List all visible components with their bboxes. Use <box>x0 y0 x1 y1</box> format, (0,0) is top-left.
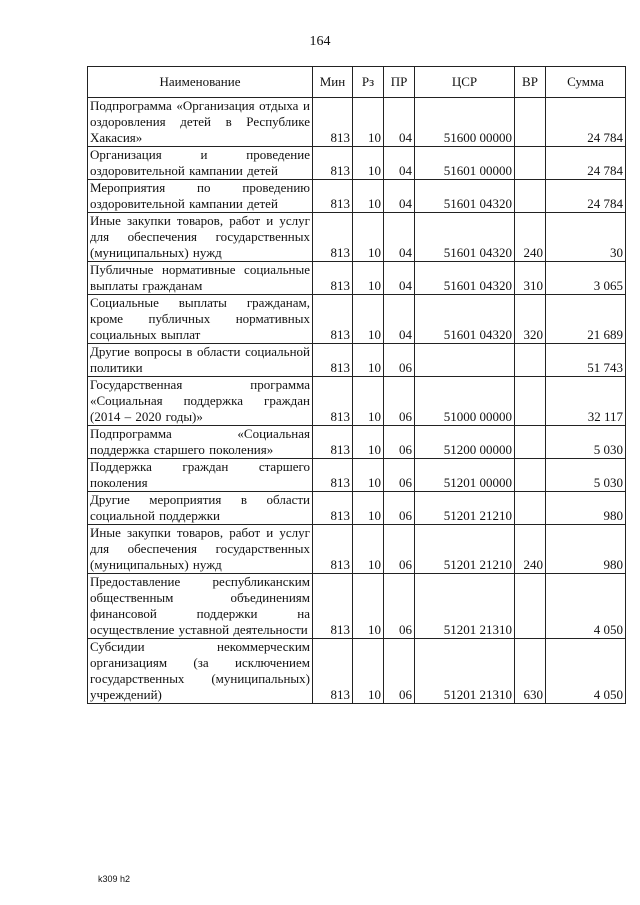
cell-vr <box>515 344 546 377</box>
cell-sum: 24 784 <box>546 180 626 213</box>
cell-sum: 5 030 <box>546 459 626 492</box>
header-row <box>88 67 626 98</box>
cell-vr <box>515 147 546 180</box>
cell-sum: 980 <box>546 492 626 525</box>
cell-csr: 51601 00000 <box>415 147 515 180</box>
cell-rz: 10 <box>353 262 384 295</box>
table-row <box>88 639 626 704</box>
cell-min: 813 <box>313 459 353 492</box>
cell-pr: 04 <box>384 262 415 295</box>
cell-pr: 06 <box>384 639 415 704</box>
cell-pr: 04 <box>384 147 415 180</box>
cell-vr: 240 <box>515 525 546 574</box>
cell-min: 813 <box>313 213 353 262</box>
cell-rz: 10 <box>353 426 384 459</box>
table-row <box>88 98 626 147</box>
cell-sum: 51 743 <box>546 344 626 377</box>
column-header-csr: ЦСР <box>415 67 515 98</box>
cell-sum: 3 065 <box>546 262 626 295</box>
cell-csr: 51201 00000 <box>415 459 515 492</box>
cell-min: 813 <box>313 98 353 147</box>
cell-name: Субсидии некоммерческим организациям (за исключением государственных (муниципальных) учреждений) <box>88 639 313 704</box>
cell-csr: 51000 00000 <box>415 377 515 426</box>
cell-vr: 310 <box>515 262 546 295</box>
cell-rz: 10 <box>353 180 384 213</box>
cell-min: 813 <box>313 262 353 295</box>
budget-table <box>87 66 626 704</box>
table-row <box>88 180 626 213</box>
cell-name: Подпрограмма «Социальная поддержка старшего поколения» <box>88 426 313 459</box>
cell-pr: 04 <box>384 98 415 147</box>
cell-min: 813 <box>313 639 353 704</box>
cell-rz: 10 <box>353 213 384 262</box>
cell-csr <box>415 344 515 377</box>
cell-pr: 06 <box>384 426 415 459</box>
page-number: 164 <box>309 34 331 49</box>
cell-name: Другие вопросы в области социальной политики <box>88 344 313 377</box>
cell-pr: 06 <box>384 459 415 492</box>
cell-name: Публичные нормативные социальные выплаты гражданам <box>88 262 313 295</box>
cell-name: Социальные выплаты гражданам, кроме публичных нормативных социальных выплат <box>88 295 313 344</box>
column-header-name: Наименование <box>88 67 313 98</box>
cell-pr: 06 <box>384 492 415 525</box>
cell-rz: 10 <box>353 639 384 704</box>
cell-name: Поддержка граждан старшего поколения <box>88 459 313 492</box>
cell-pr: 04 <box>384 180 415 213</box>
cell-csr: 51201 21210 <box>415 525 515 574</box>
cell-csr: 51201 21310 <box>415 639 515 704</box>
cell-csr: 51601 04320 <box>415 180 515 213</box>
table-row <box>88 213 626 262</box>
cell-pr: 06 <box>384 377 415 426</box>
column-header-pr: ПР <box>384 67 415 98</box>
cell-sum: 4 050 <box>546 574 626 639</box>
cell-rz: 10 <box>353 98 384 147</box>
cell-sum: 24 784 <box>546 147 626 180</box>
cell-rz: 10 <box>353 492 384 525</box>
cell-min: 813 <box>313 426 353 459</box>
cell-rz: 10 <box>353 377 384 426</box>
cell-name: Иные закупки товаров, работ и услуг для обеспечения государственных (муниципальных) нужд <box>88 525 313 574</box>
cell-min: 813 <box>313 295 353 344</box>
table-row <box>88 377 626 426</box>
table-row <box>88 344 626 377</box>
cell-vr <box>515 459 546 492</box>
cell-vr <box>515 492 546 525</box>
cell-min: 813 <box>313 377 353 426</box>
cell-csr: 51600 00000 <box>415 98 515 147</box>
column-header-vr: ВР <box>515 67 546 98</box>
cell-sum: 5 030 <box>546 426 626 459</box>
cell-pr: 04 <box>384 295 415 344</box>
cell-csr: 51200 00000 <box>415 426 515 459</box>
cell-vr <box>515 377 546 426</box>
cell-pr: 06 <box>384 344 415 377</box>
table-row <box>88 295 626 344</box>
footer-code: k309 h2 <box>98 874 131 884</box>
cell-name: Государственная программа «Социальная поддержка граждан (2014 – 2020 годы)» <box>88 377 313 426</box>
cell-min: 813 <box>313 525 353 574</box>
cell-sum: 30 <box>546 213 626 262</box>
cell-vr <box>515 426 546 459</box>
cell-name: Подпрограмма «Организация отдыха и оздоровления детей в Республике Хакасия» <box>88 98 313 147</box>
cell-vr: 630 <box>515 639 546 704</box>
cell-csr: 51601 04320 <box>415 262 515 295</box>
cell-name: Иные закупки товаров, работ и услуг для обеспечения государственных (муниципальных) нужд <box>88 213 313 262</box>
column-header-rz: Рз <box>353 67 384 98</box>
cell-csr: 51201 21310 <box>415 574 515 639</box>
cell-csr: 51201 21210 <box>415 492 515 525</box>
cell-rz: 10 <box>353 459 384 492</box>
cell-min: 813 <box>313 180 353 213</box>
cell-pr: 04 <box>384 213 415 262</box>
table-row <box>88 459 626 492</box>
cell-rz: 10 <box>353 147 384 180</box>
cell-sum: 24 784 <box>546 98 626 147</box>
table-row <box>88 525 626 574</box>
cell-rz: 10 <box>353 295 384 344</box>
cell-vr: 240 <box>515 213 546 262</box>
cell-vr <box>515 180 546 213</box>
table-row <box>88 492 626 525</box>
cell-min: 813 <box>313 147 353 180</box>
table-row <box>88 426 626 459</box>
cell-min: 813 <box>313 344 353 377</box>
cell-sum: 4 050 <box>546 639 626 704</box>
cell-csr: 51601 04320 <box>415 295 515 344</box>
cell-name: Организация и проведение оздоровительной кампании детей <box>88 147 313 180</box>
cell-csr: 51601 04320 <box>415 213 515 262</box>
cell-min: 813 <box>313 574 353 639</box>
table-row <box>88 147 626 180</box>
cell-pr: 06 <box>384 574 415 639</box>
cell-name: Предоставление республиканским общественным объединениям финансовой поддержки на осуществление уставной деятельности <box>88 574 313 639</box>
cell-sum: 21 689 <box>546 295 626 344</box>
cell-sum: 32 117 <box>546 377 626 426</box>
cell-name: Мероприятия по проведению оздоровительной кампании детей <box>88 180 313 213</box>
cell-name: Другие мероприятия в области социальной поддержки <box>88 492 313 525</box>
table-row <box>88 574 626 639</box>
cell-vr: 320 <box>515 295 546 344</box>
column-header-min: Мин <box>313 67 353 98</box>
cell-vr <box>515 574 546 639</box>
cell-min: 813 <box>313 492 353 525</box>
cell-sum: 980 <box>546 525 626 574</box>
cell-pr: 06 <box>384 525 415 574</box>
table-row <box>88 262 626 295</box>
column-header-sum: Сумма <box>546 67 626 98</box>
cell-rz: 10 <box>353 525 384 574</box>
cell-rz: 10 <box>353 574 384 639</box>
cell-vr <box>515 98 546 147</box>
cell-rz: 10 <box>353 344 384 377</box>
